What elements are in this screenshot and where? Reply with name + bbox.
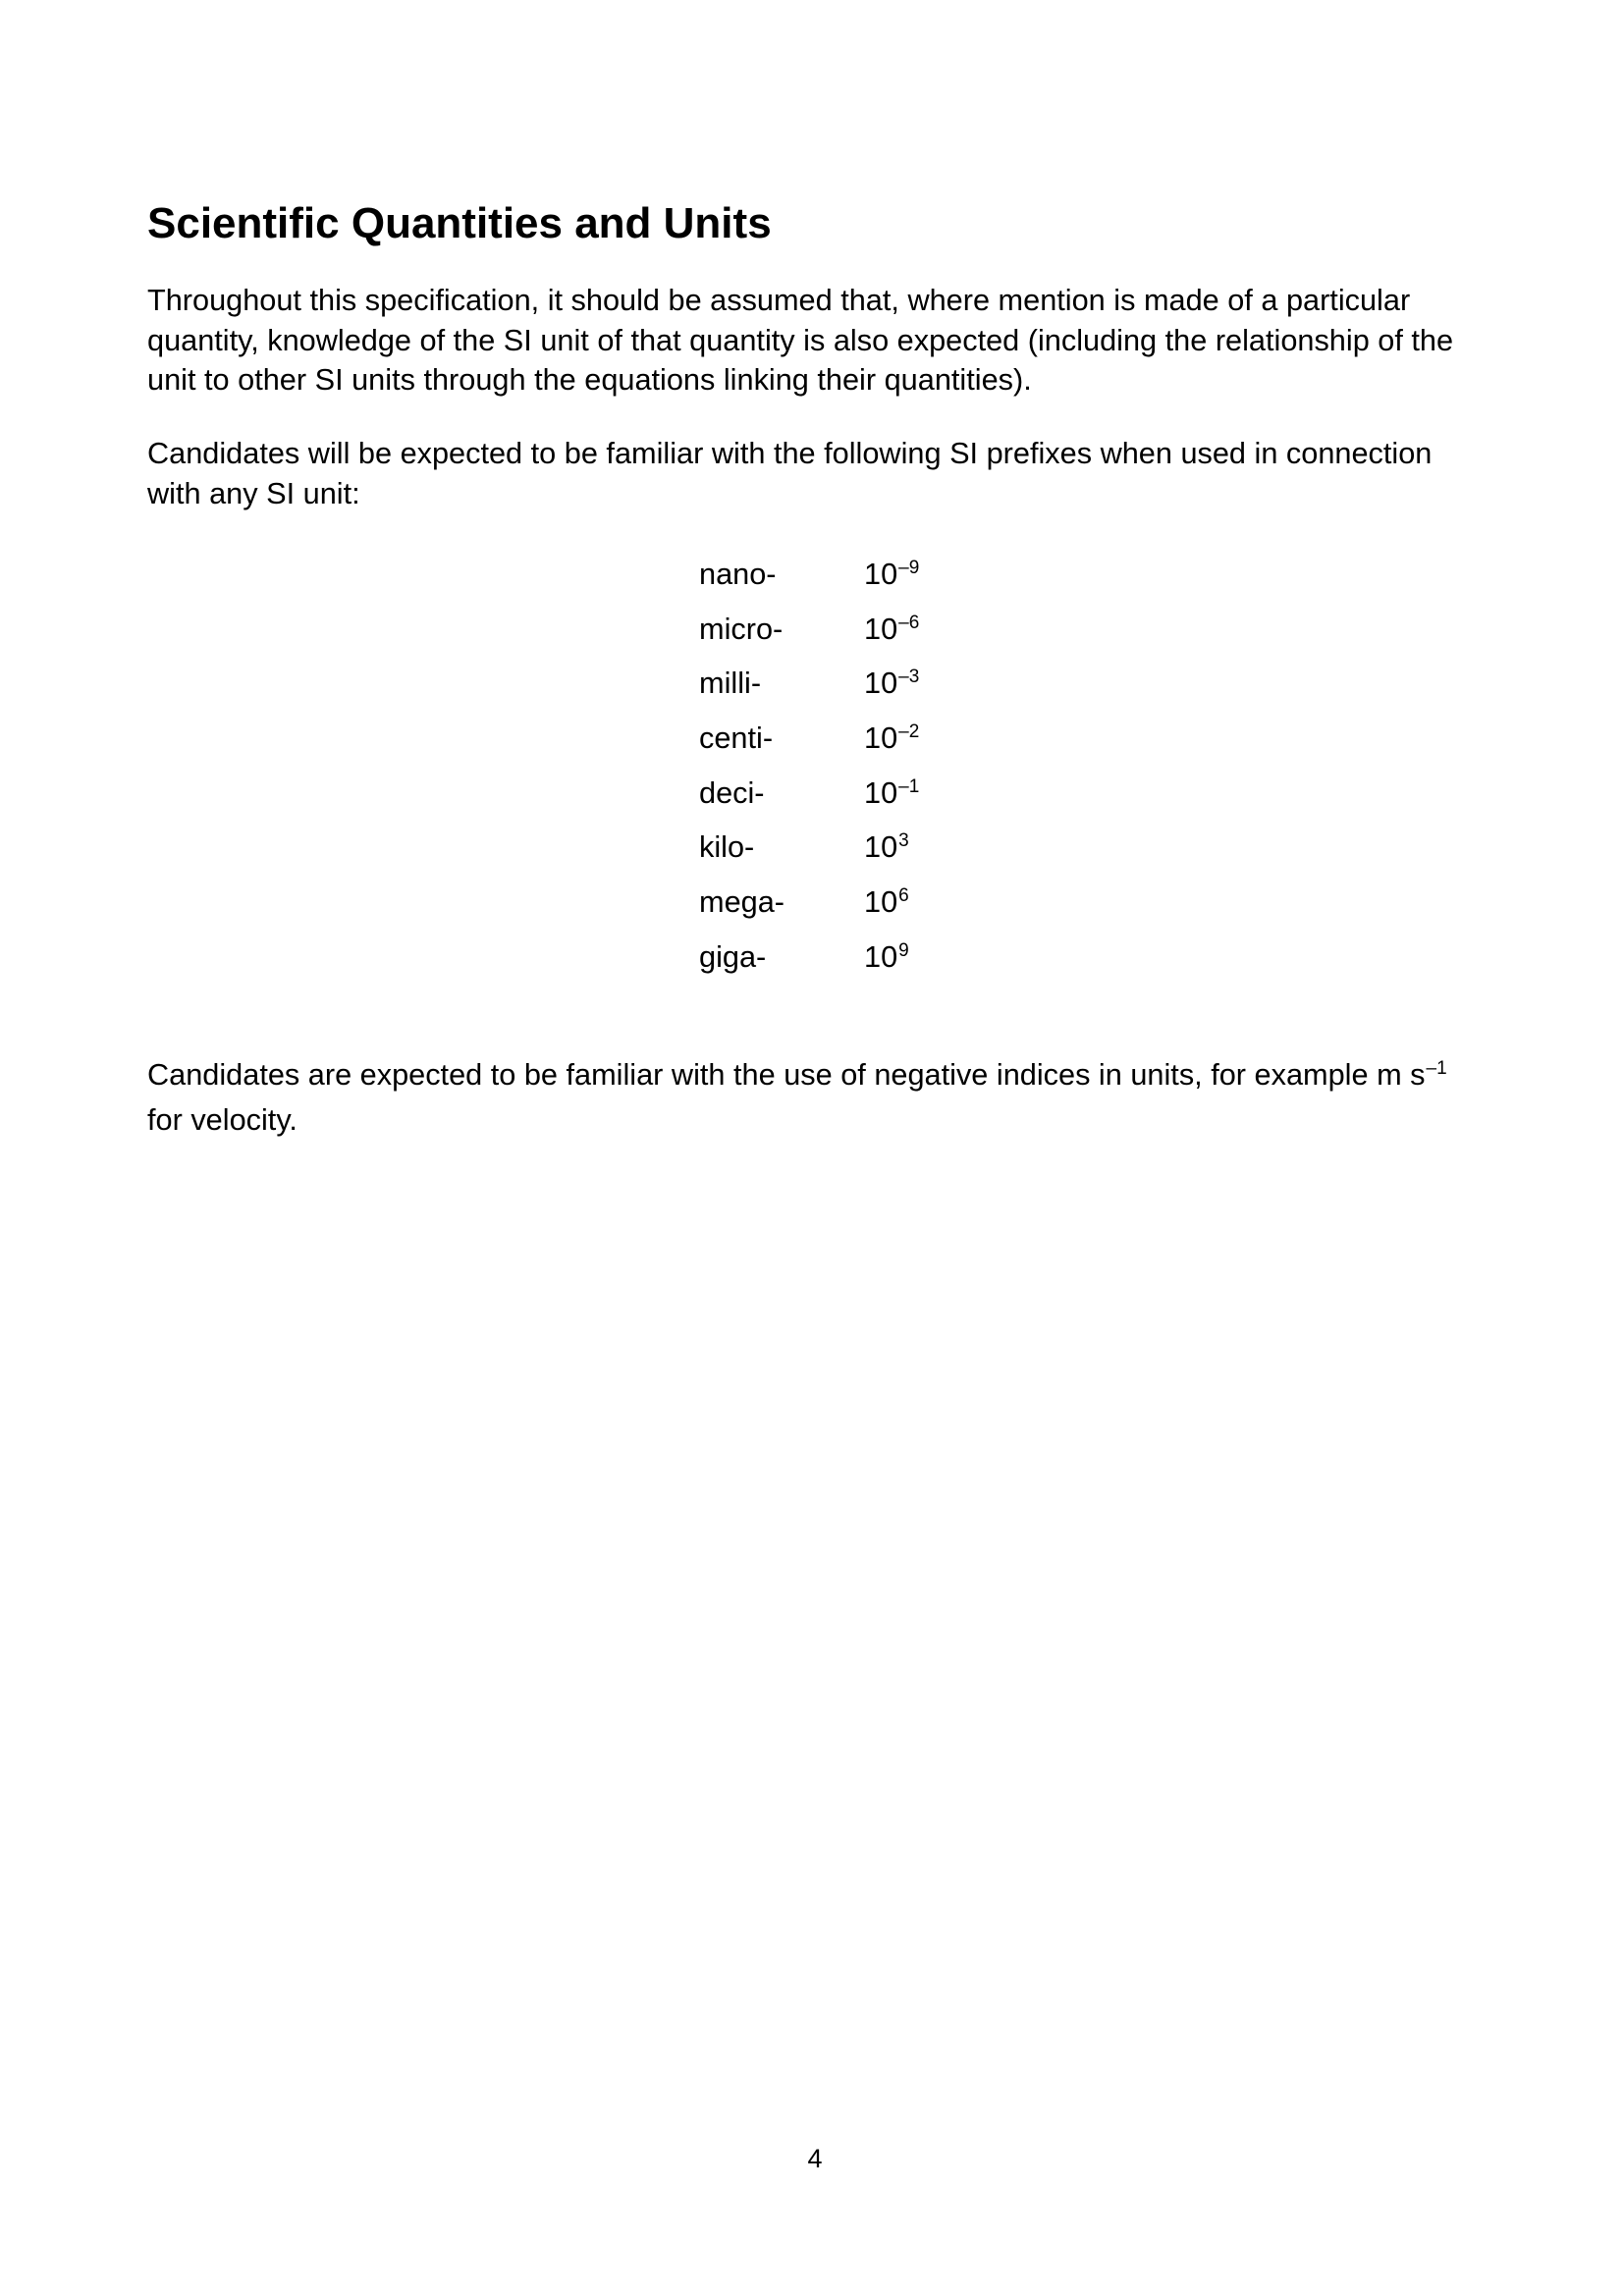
negative-indices-paragraph xyxy=(147,1055,1447,1140)
power-base: 10 xyxy=(864,666,898,701)
prefix-row-giga xyxy=(699,930,919,985)
prefix-name: nano- xyxy=(699,556,777,591)
prefix-name: kilo- xyxy=(699,829,755,865)
prefix-row-deci xyxy=(699,766,919,821)
paragraph-line: Candidates will be expected to be familiar with the following SI prefixes when used in connection xyxy=(147,436,1433,470)
power-base: 10 xyxy=(864,829,898,865)
prefix-name: deci- xyxy=(699,774,765,810)
power-base: 10 xyxy=(864,774,898,810)
prefix-row-mega xyxy=(699,875,919,930)
prefix-power xyxy=(864,829,909,865)
prefix-power xyxy=(864,884,909,920)
prefix-name: giga- xyxy=(699,938,767,974)
paragraph-line: for velocity. xyxy=(147,1101,298,1137)
paragraph-line xyxy=(147,1055,1447,1100)
prefix-power xyxy=(864,612,919,647)
prefix-power xyxy=(864,721,919,756)
power-exponent: 6 xyxy=(898,884,909,906)
prefix-row-micro xyxy=(699,602,919,657)
power-exponent: –9 xyxy=(898,557,920,578)
prefix-row-nano xyxy=(699,547,919,602)
power-exponent: –6 xyxy=(898,612,920,633)
power-exponent: –1 xyxy=(898,775,920,797)
si-prefix-table xyxy=(699,547,919,985)
paragraph-line: Throughout this specification, it should be assumed that, where mention is made of a particular xyxy=(147,283,1411,317)
prefix-row-centi xyxy=(699,711,919,766)
prefix-power xyxy=(864,775,919,811)
power-exponent: 9 xyxy=(898,939,909,961)
prefix-power xyxy=(864,939,909,975)
prefix-name: milli- xyxy=(699,666,762,701)
si-units-paragraph xyxy=(147,281,1453,400)
power-base: 10 xyxy=(864,611,898,646)
page-number: 4 xyxy=(807,2144,823,2173)
power-base: 10 xyxy=(864,556,898,591)
power-exponent: –3 xyxy=(898,667,920,688)
paragraph-line-text: Candidates are expected to be familiar with the use of negative indices in units, for example m s xyxy=(147,1057,1426,1092)
power-base: 10 xyxy=(864,883,898,919)
prefix-name: mega- xyxy=(699,883,784,919)
power-base: 10 xyxy=(864,720,898,755)
prefix-name: micro- xyxy=(699,611,784,646)
unit-exponent: –1 xyxy=(1426,1058,1447,1079)
power-exponent: –2 xyxy=(898,721,920,742)
paragraph-line: unit to other SI units through the equations linking their quantities). xyxy=(147,362,1032,397)
power-base: 10 xyxy=(864,938,898,974)
page-title: Scientific Quantities and Units xyxy=(147,199,772,247)
prefix-power xyxy=(864,557,919,592)
power-exponent: 3 xyxy=(898,830,909,852)
prefix-name: centi- xyxy=(699,720,774,755)
prefix-row-kilo xyxy=(699,820,919,875)
prefix-row-milli xyxy=(699,656,919,711)
paragraph-line: quantity, knowledge of the SI unit of that quantity is also expected (including the relationship of the xyxy=(147,322,1454,357)
prefix-power xyxy=(864,666,919,701)
paragraph-line: with any SI unit: xyxy=(147,475,360,510)
si-prefixes-intro-paragraph xyxy=(147,434,1432,513)
